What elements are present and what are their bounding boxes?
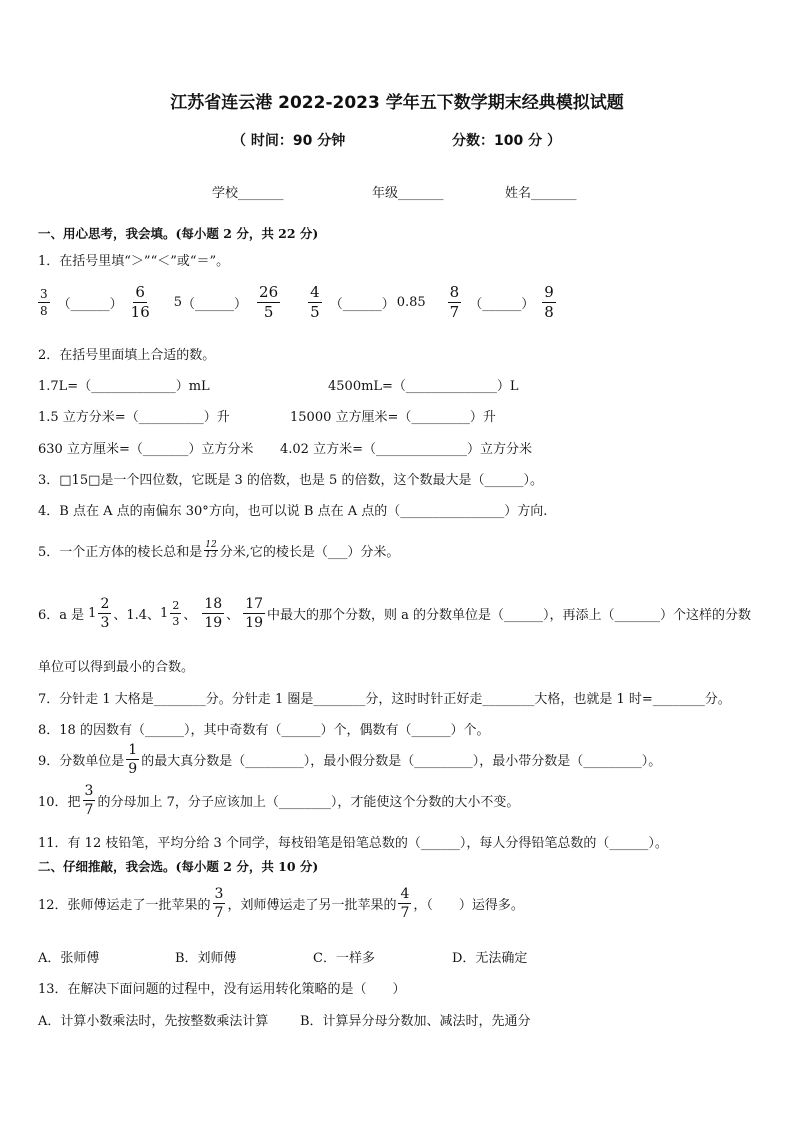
question-10-post: 的分母加上 7，分子应该加上（________），才能使这个分数的大小不变。 xyxy=(97,795,520,810)
option-b[interactable]: B．刘师傅 xyxy=(175,951,237,966)
answer-blank[interactable]: （______） xyxy=(469,297,535,312)
question-6-mid: 、1.4、 xyxy=(113,608,161,623)
fraction: $\frac{18}{19}$ xyxy=(204,596,223,631)
option-c[interactable]: C．一样多 xyxy=(313,951,375,966)
mixed-number: 1 $\frac{2}{3}$ xyxy=(160,599,180,628)
question-5-text: 5．一个正方体的棱长总和是 xyxy=(38,545,203,560)
question-1: 1．在括号里填“＞”“＜”或“＝”。 xyxy=(38,254,230,269)
question-2c[interactable]: 1.5 立方分米=（__________）升 xyxy=(38,410,230,425)
question-7: 7．分针走 1 大格是________分。分针走 1 圈是________分，这时时针正好走________大格，也就是 1 时=________分。 xyxy=(38,692,731,707)
fraction: $\frac{12}{13}$ xyxy=(205,540,217,560)
fraction: $\frac{4}{7}$ xyxy=(400,886,410,921)
question-3: 3．□15□是一个四位数，它既是 3 的倍数，也是 5 的倍数，这个数最大是（______）。 xyxy=(38,473,543,488)
fraction: $\frac{9}{8}$ xyxy=(544,283,554,321)
question-5 xyxy=(38,541,399,560)
fraction: $\frac{6}{16}$ xyxy=(130,283,150,321)
question-10-pre: 10．把 xyxy=(38,795,81,810)
fraction: $\frac{17}{19}$ xyxy=(245,596,264,631)
fraction: $\frac{1}{9}$ xyxy=(128,742,138,777)
question-5-text-end: 分米,它的棱长是（___）分米。 xyxy=(219,545,400,560)
question-6-post: 中最大的那个分数，则 a 的分数单位是（______），再添上（_______）个这样的分数 xyxy=(267,608,752,623)
question-13: 13．在解决下面问题的过程中，没有运用转化策略的是（ ） xyxy=(38,982,406,997)
fraction: $\frac{4}{5}$ xyxy=(310,283,320,321)
question-12 xyxy=(38,887,524,920)
fraction: $\frac{3}{8}$ xyxy=(40,287,48,318)
school-field: 学校_______ xyxy=(212,186,284,201)
fraction: $\frac{8}{7}$ xyxy=(449,283,460,321)
question-2: 2．在括号里面填上合适的数。 xyxy=(38,348,216,363)
question-9-post: 的最大真分数是（_________），最小假分数是（_________），最小带分数是（_________）。 xyxy=(141,754,662,769)
question-2b[interactable]: 4500mL=（______________）L xyxy=(328,379,519,394)
grade-field: 年级_______ xyxy=(372,186,444,201)
whole-number: 5 xyxy=(173,295,183,310)
question-2e[interactable]: 630 立方厘米=（_______）立方分米 xyxy=(38,442,254,457)
question-1-row xyxy=(36,285,558,320)
question-2f[interactable]: 4.02 立方米=（______________）立方分米 xyxy=(280,442,532,457)
answer-blank[interactable]: （______） xyxy=(182,297,248,312)
option-b[interactable]: B．计算异分母分数加、减法时，先通分 xyxy=(300,1014,531,1029)
question-12-post: ，（ ）运得多。 xyxy=(413,898,524,913)
decimal-number: 0.85 xyxy=(396,295,426,310)
name-field: 姓名_______ xyxy=(505,186,577,201)
question-9-pre: 9．分数单位是 xyxy=(38,754,125,769)
question-6-pre: 6．a 是 xyxy=(38,608,85,623)
section-1-heading: 一、用心思考，我会填。(每小题 2 分，共 22 分) xyxy=(38,226,319,241)
question-11: 11．有 12 枝铅笔，平均分给 3 个同学，每枝铅笔是铅笔总数的（______），每人分得铅笔总数的（______）。 xyxy=(38,836,668,851)
question-6-continued: 单位可以得到最小的合数。 xyxy=(38,660,195,675)
question-9 xyxy=(38,743,661,776)
separator: 、 xyxy=(226,608,240,623)
section-2-heading: 二、仔细推敲，我会选。(每小题 2 分，共 10 分) xyxy=(38,859,319,874)
question-12-pre: 12．张师傅运走了一批苹果的 xyxy=(38,898,211,913)
question-10 xyxy=(38,784,519,817)
question-8: 8．18 的因数有（______），其中奇数有（______）个，偶数有（______）个。 xyxy=(38,723,490,738)
exam-score: 分数：100 分 ） xyxy=(452,133,561,149)
separator: 、 xyxy=(183,608,197,623)
option-a[interactable]: A．张师傅 xyxy=(38,951,100,966)
answer-blank[interactable]: （______） xyxy=(329,297,395,312)
fraction: $\frac{3}{7}$ xyxy=(214,886,224,921)
exam-title: 江苏省连云港 2022-2023 学年五下数学期末经典模拟试题 xyxy=(170,93,624,113)
exam-time: （ 时间：90 分钟 xyxy=(232,133,346,149)
mixed-number: 1 $\frac{2}{3}$ xyxy=(88,596,110,631)
question-2d[interactable]: 15000 立方厘米=（_________）升 xyxy=(290,410,496,425)
fraction: $\frac{3}{7}$ xyxy=(84,783,94,818)
question-6 xyxy=(38,597,751,630)
question-4: 4．B 点在 A 点的南偏东 30°方向，也可以说 B 点在 A 点的（________________）方向. xyxy=(38,504,548,519)
option-a[interactable]: A．计算小数乘法时，先按整数乘法计算 xyxy=(38,1014,269,1029)
question-2a[interactable]: 1.7L=（_____________）mL xyxy=(38,379,210,394)
question-12-mid: ，刘师傅运走了另一批苹果的 xyxy=(227,898,397,913)
fraction: $\frac{26}{5}$ xyxy=(259,283,279,321)
answer-blank[interactable]: （______） xyxy=(57,297,123,312)
option-d[interactable]: D．无法确定 xyxy=(452,951,528,966)
